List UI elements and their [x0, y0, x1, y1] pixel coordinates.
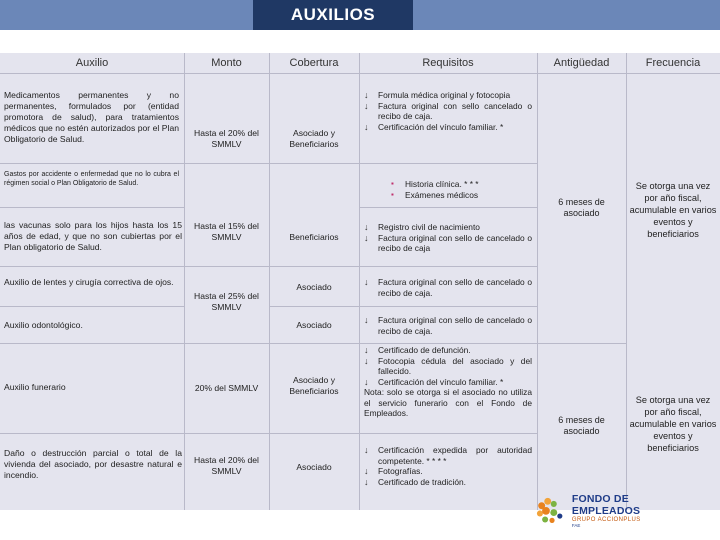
row-divider	[359, 207, 537, 208]
row-divider	[0, 306, 184, 307]
column-divider	[537, 53, 538, 510]
cobertura-vivienda: Asociado	[296, 461, 332, 472]
nota-funerario: Nota: solo se otorga si el asociado no utiliza el servicio funerario con el Fondo de Empleados.	[364, 387, 532, 418]
arrow-down-icon: ↓	[364, 376, 369, 387]
header-requisitos: Requisitos	[359, 53, 537, 74]
auxilio-accidente: Gastos por accidente o enfermedad que no lo cubra el régimen social o Plan Obligatorio de Salud.	[4, 171, 179, 187]
header-auxilio: Auxilio	[0, 53, 184, 74]
arrow-down-icon: ↓	[364, 277, 369, 287]
logo-main-text: FONDO DE EMPLEADOS	[571, 492, 641, 517]
requisito-item: Certificación expedida por autoridad competente. * * * *	[378, 445, 532, 466]
arrow-down-icon: ↓	[364, 222, 369, 232]
requisito-item: Factura original con sello de cancelado o recibo de caja	[378, 232, 532, 253]
row-divider	[0, 343, 626, 344]
arrow-down-icon: ↓	[364, 90, 369, 100]
auxilio-vivienda: Daño o destrucción parcial o total de la vivienda del asociado, por desastre natural e incendio.	[4, 448, 182, 480]
fondo-empleados-logo	[533, 490, 683, 530]
requisito-item: Fotografías.	[378, 466, 423, 476]
auxilio-odontologico: Auxilio odontológico.	[4, 320, 83, 330]
cobertura-medicamentos: Asociado y Beneficiarios	[289, 128, 339, 149]
arrow-down-icon: ↓	[364, 355, 369, 366]
header-frecuencia: Frecuencia	[626, 53, 720, 74]
requisito-item: Certificación del vínculo familiar. *	[378, 121, 504, 132]
requisitos-accidente	[391, 179, 531, 200]
requisitos-odontologico	[364, 315, 532, 336]
requisitos-funerario	[364, 345, 532, 419]
antiguedad-grupo-2: 6 meses de asociado	[558, 415, 605, 436]
requisito-item: Fotocopia cédula del asociado y del fallecido.	[378, 355, 532, 376]
requisitos-vacunas	[364, 222, 532, 254]
row-divider	[0, 163, 537, 164]
requisitos-lentes	[364, 277, 532, 298]
header-monto: Monto	[184, 53, 269, 74]
arrow-down-icon: ↓	[364, 232, 369, 243]
bullet-icon: ▪	[391, 189, 394, 199]
arrow-down-icon: ↓	[364, 315, 369, 325]
arrow-down-icon: ↓	[364, 466, 369, 476]
frecuencia-grupo-2: Se otorga una vez por año fiscal, acumulable en varios eventos y beneficiarios	[629, 395, 717, 453]
requisitos-vivienda	[364, 445, 532, 487]
logo-sub-text: GRUPO ACCIONPLUS	[571, 516, 641, 523]
column-divider	[359, 53, 360, 510]
bullet-icon: ▪	[391, 179, 394, 188]
arrow-down-icon: ↓	[364, 121, 369, 132]
arrow-down-icon: ↓	[364, 445, 369, 455]
arrow-down-icon: ↓	[364, 100, 369, 111]
monto-vacunas: Hasta el 15% del SMMLV	[194, 221, 259, 242]
requisitos-medicamentos	[364, 90, 532, 132]
header-cobertura: Cobertura	[269, 53, 359, 74]
requisito-item: Registro civil de nacimiento	[378, 222, 480, 232]
row-divider	[0, 207, 184, 208]
cobertura-vacunas: Beneficiarios	[289, 231, 339, 242]
logo-tiny-text: FAE	[571, 522, 581, 528]
requisito-item: Exámenes médicos	[405, 189, 479, 200]
auxilio-funerario: Auxilio funerario	[4, 382, 66, 392]
page-title: AUXILIOS	[253, 0, 413, 30]
requisito-item: Certificado de tradición.	[378, 476, 466, 487]
requisito-item: Certificación del vínculo familiar. *	[378, 376, 504, 387]
auxilio-lentes: Auxilio de lentes y cirugía correctiva de ojos.	[4, 277, 174, 287]
requisito-item: Factura original con sello de cancelado o recibo de caja.	[378, 277, 532, 298]
arrow-down-icon: ↓	[364, 476, 369, 487]
row-divider	[0, 433, 537, 434]
arrow-down-icon: ↓	[364, 345, 369, 355]
requisito-item: Factura original con sello cancelado o recibo de caja.	[378, 100, 532, 121]
auxilio-medicamentos: Medicamentos permanentes y no permanentes, formulados por (entidad promotora de salud), para tratamientos médicos que no estén autorizados por el Plan Obligatorio de Salud.	[4, 90, 179, 144]
auxilio-vacunas: las vacunas solo para los hijos hasta los 15 años de edad, y que no son cubiertas por el Plan obligatorio de Salud.	[4, 220, 182, 252]
antiguedad-grupo-1: 6 meses de asociado	[558, 197, 605, 218]
monto-medicamentos: Hasta el 20% del SMMLV	[194, 128, 259, 149]
row-divider	[0, 266, 537, 267]
logo-mark-icon	[533, 491, 566, 529]
monto-vivienda: Hasta el 20% del SMMLV	[194, 455, 259, 476]
cobertura-lentes: Asociado	[296, 281, 332, 292]
frecuencia-grupo-1: Se otorga una vez por año fiscal, acumulable en varios eventos y beneficiarios	[629, 181, 717, 239]
requisito-item: Historia clínica. * * *	[405, 179, 479, 189]
column-divider	[269, 53, 270, 510]
header-antiguedad: Antigüedad	[537, 53, 626, 74]
cobertura-odontologico: Asociado	[296, 319, 332, 330]
monto-lentes-odontologico: Hasta el 25% del SMMLV	[194, 291, 259, 312]
monto-funerario: 20% del SMMLV	[194, 382, 259, 393]
row-divider	[269, 306, 537, 307]
column-divider	[626, 53, 627, 510]
requisito-item: Certificado de defunción.	[378, 345, 471, 355]
requisito-item: Factura original con sello de cancelado o recibo de caja.	[378, 315, 532, 336]
requisito-item: Formula médica original y fotocopia	[378, 90, 511, 100]
cobertura-funerario: Asociado y Beneficiarios	[289, 375, 339, 396]
column-divider	[184, 53, 185, 510]
